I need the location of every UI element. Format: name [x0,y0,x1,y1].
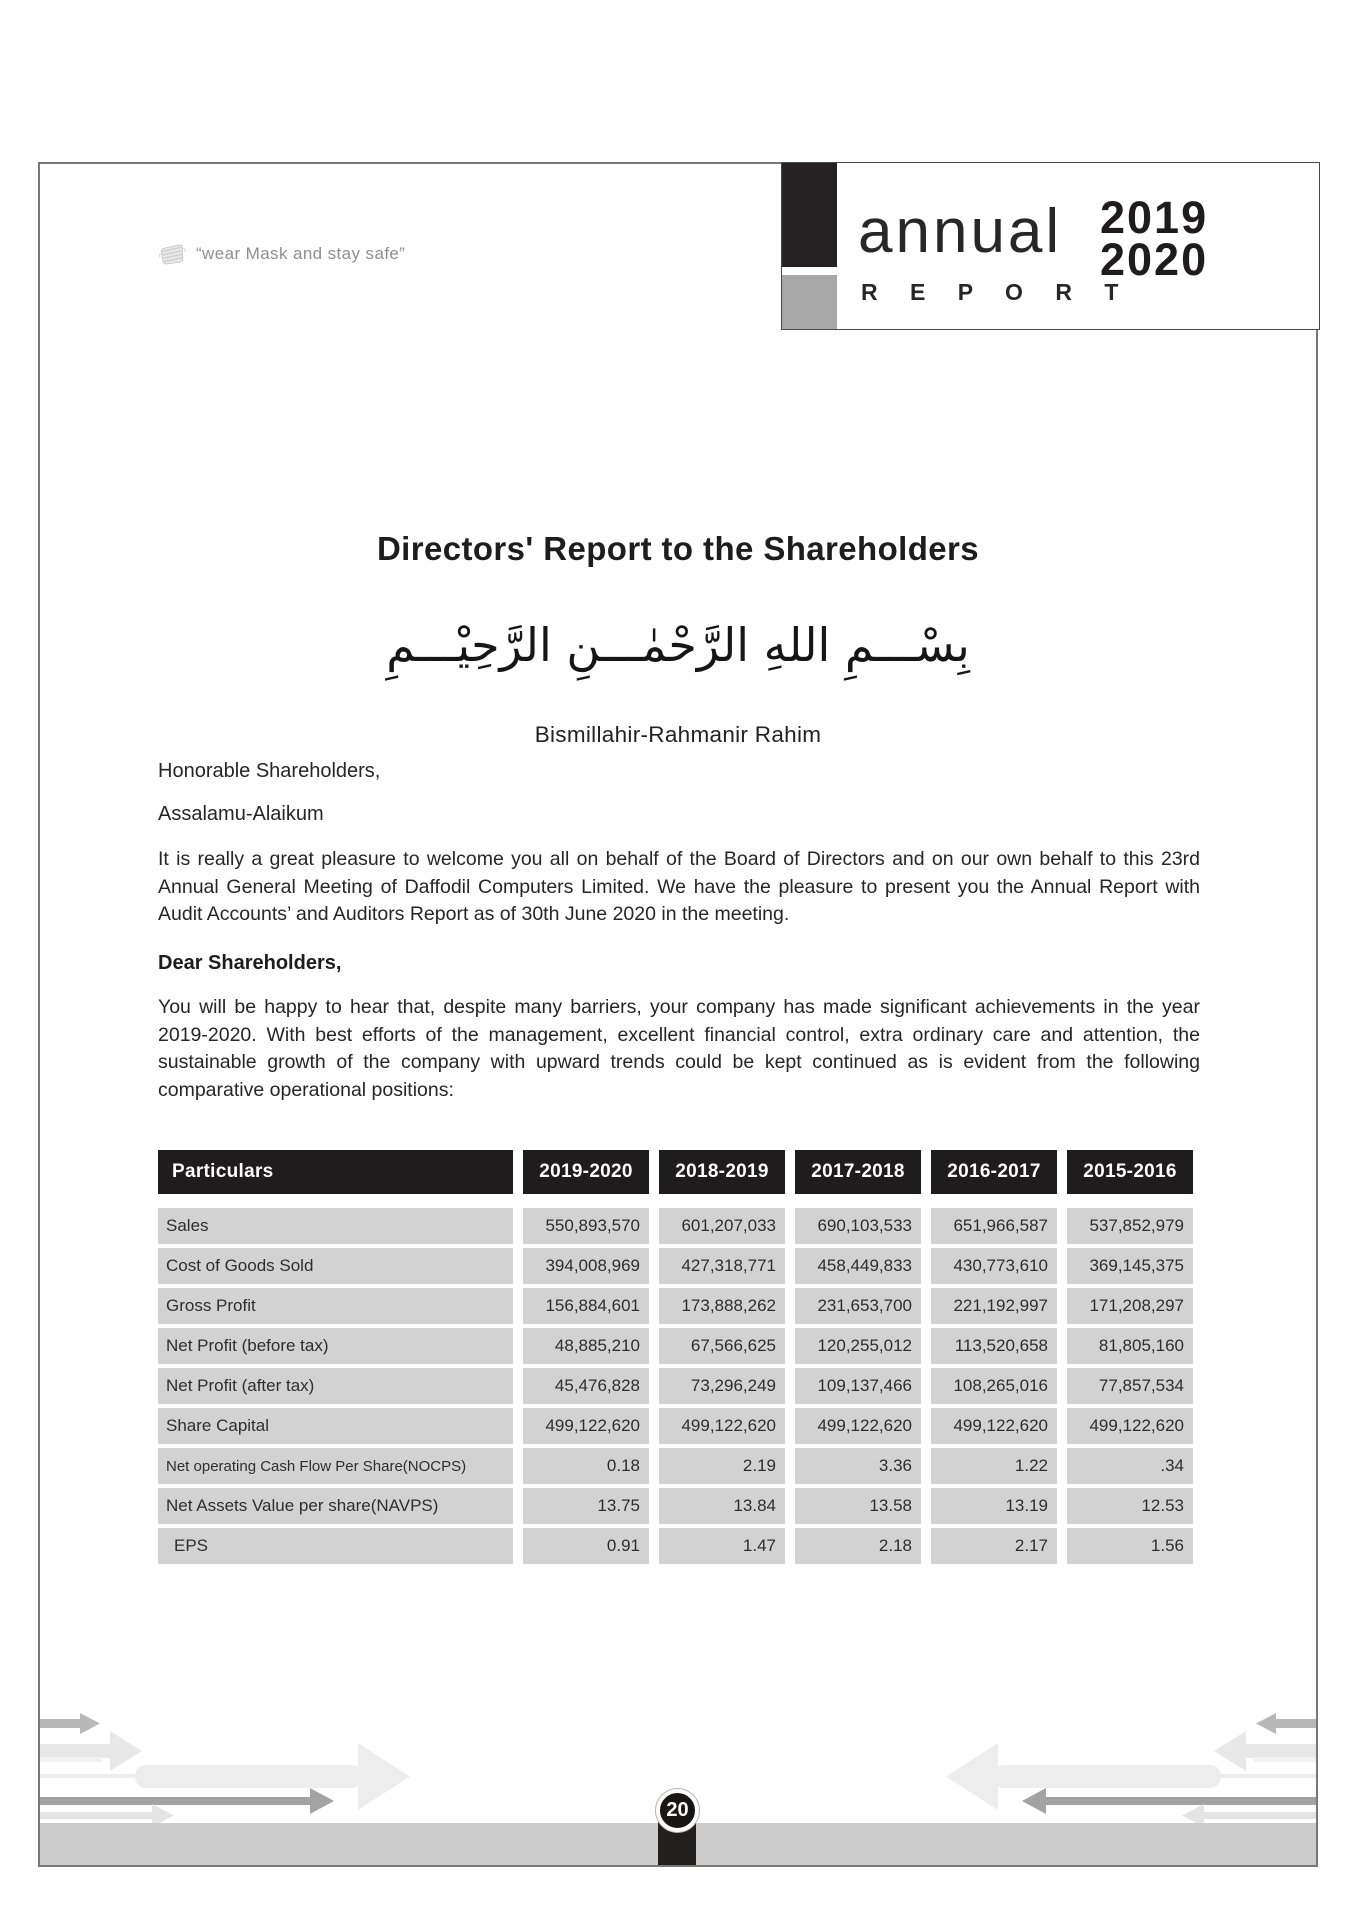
row-value: 2.18 [795,1528,921,1564]
row-label: Cost of Goods Sold [158,1248,513,1284]
table-row [158,1488,1193,1524]
row-value: 77,857,534 [1067,1368,1193,1404]
safety-note-text: “wear Mask and stay safe” [196,244,406,263]
row-value: 113,520,658 [931,1328,1057,1364]
table-header-2017-2018: 2017-2018 [795,1150,921,1194]
salutation-line-1: Honorable Shareholders, [158,760,381,782]
row-value: 156,884,601 [523,1288,649,1324]
row-value: 13.19 [931,1488,1057,1524]
row-value: 48,885,210 [523,1328,649,1364]
row-value: 394,008,969 [523,1248,649,1284]
row-value: 550,893,570 [523,1208,649,1244]
row-label: EPS [158,1528,513,1564]
row-value: 499,122,620 [1067,1408,1193,1444]
row-value: 499,122,620 [523,1408,649,1444]
row-value: 45,476,828 [523,1368,649,1404]
row-value: 1.47 [659,1528,785,1564]
financial-table [158,1150,1193,1564]
row-label: Net Profit (after tax) [158,1368,513,1404]
page-number-badge [656,1789,699,1832]
dear-shareholders-heading: Dear Shareholders, [158,952,342,974]
row-value: 499,122,620 [931,1408,1057,1444]
row-value: 221,192,997 [931,1288,1057,1324]
row-value: 13.84 [659,1488,785,1524]
row-label: Gross Profit [158,1288,513,1324]
row-value: 12.53 [1067,1488,1193,1524]
row-value: 1.56 [1067,1528,1193,1564]
row-label: Net Profit (before tax) [158,1328,513,1364]
table-header-2015-2016: 2015-2016 [1067,1150,1193,1194]
row-value: 0.18 [523,1448,649,1484]
row-value: 120,255,012 [795,1328,921,1364]
bismillah-transliteration: Bismillahir-Rahmanir Rahim [534,722,822,747]
logo-word-report: R E P O R T [861,279,1132,305]
intro-paragraph: It is really a great pleasure to welcome you all on behalf of the Board of Directors and on our own behalf to this 23rd Annual General Meeting of Daffodil Computers Limited. We have the pleasure to present you the Annual Report with Audit Accounts’ and Auditors Report as of 30th June 2020 in the meeting. [158,848,1200,925]
table-header-2019-2020: 2019-2020 [523,1150,649,1194]
table-row [158,1288,1193,1324]
logo-years [1100,192,1209,285]
table-row [158,1328,1193,1364]
logo-year-top: 2019 [1100,192,1209,243]
row-value: 1.22 [931,1448,1057,1484]
row-value: .34 [1067,1448,1193,1484]
table-row [158,1408,1193,1444]
left-arrows [40,1713,410,1825]
right-arrows [946,1713,1316,1825]
row-value: 369,145,375 [1067,1248,1193,1284]
annual-report-logo [781,162,1320,330]
logo-black-block [782,163,837,267]
logo-gray-block [782,275,837,329]
table-row [158,1528,1193,1564]
page-number: 20 [666,1799,689,1821]
row-value: 73,296,249 [659,1368,785,1404]
row-value: 0.91 [523,1528,649,1564]
row-value: 458,449,833 [795,1248,921,1284]
row-value: 109,137,466 [795,1368,921,1404]
row-value: 231,653,700 [795,1288,921,1324]
table-row [158,1208,1193,1244]
face-mask-icon [158,240,188,268]
row-value: 601,207,033 [659,1208,785,1244]
row-value: 690,103,533 [795,1208,921,1244]
row-label: Net Assets Value per share(NAVPS) [158,1488,513,1524]
page-title: Directors' Report to the Shareholders [376,530,980,567]
row-value: 651,966,587 [931,1208,1057,1244]
table-header-row [158,1150,1193,1194]
row-value: 173,888,262 [659,1288,785,1324]
row-label: Share Capital [158,1408,513,1444]
row-value: 67,566,625 [659,1328,785,1364]
logo-word-annual: annual [858,197,1063,266]
table-header-particulars: Particulars [158,1150,513,1194]
row-value: 537,852,979 [1067,1208,1193,1244]
bismillah-calligraphy: بِسْـــمِ اللهِ الرَّحْمٰـــنِ الرَّحِيْـــمِ [386,618,970,672]
table-header-2016-2017: 2016-2017 [931,1150,1057,1194]
safety-note [158,240,405,268]
row-label: Net operating Cash Flow Per Share(NOCPS) [158,1448,513,1484]
row-label: Sales [158,1208,513,1244]
row-value: 2.19 [659,1448,785,1484]
row-value: 3.36 [795,1448,921,1484]
row-value: 2.17 [931,1528,1057,1564]
body-paragraph: You will be happy to hear that, despite many barriers, your company has made significant achievements in the year 2019-2020. With best efforts of the management, excellent financial control, extra ordinary care and attention, the sustainable growth of the company with upward trends could be kept continued as is evident from the following comparative operational positions: [158,996,1200,1101]
row-value: 108,265,016 [931,1368,1057,1404]
table-row [158,1368,1193,1404]
row-value: 499,122,620 [659,1408,785,1444]
row-value: 427,318,771 [659,1248,785,1284]
table-row [158,1248,1193,1284]
row-value: 499,122,620 [795,1408,921,1444]
row-value: 430,773,610 [931,1248,1057,1284]
row-value: 13.58 [795,1488,921,1524]
row-value: 13.75 [523,1488,649,1524]
table-row [158,1448,1193,1484]
logo-year-bottom: 2020 [1100,234,1209,285]
row-value: 81,805,160 [1067,1328,1193,1364]
row-value: 171,208,297 [1067,1288,1193,1324]
salutation-line-2: Assalamu-Alaikum [158,803,324,825]
table-body [158,1208,1193,1564]
table-header-2018-2019: 2018-2019 [659,1150,785,1194]
